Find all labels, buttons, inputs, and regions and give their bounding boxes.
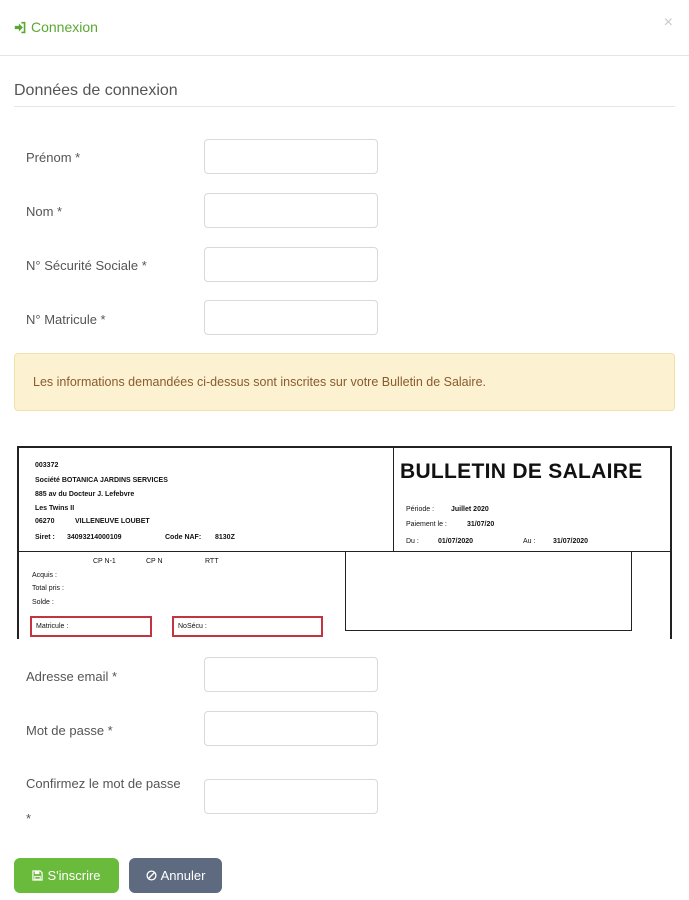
payslip-example-image [17, 446, 672, 639]
payslip-row-total: Total pris : [32, 585, 64, 592]
payslip-title: BULLETIN DE SALAIRE [400, 460, 643, 483]
modal-title-text: Connexion [31, 19, 98, 35]
confirm-password-required-mark: * [26, 811, 32, 826]
payslip-code: 003372 [35, 462, 59, 469]
payslip-city: VILLENEUVE LOUBET [75, 518, 150, 525]
confirm-password-label: Confirmez le mot de passe [26, 776, 181, 791]
modal-header [0, 0, 689, 56]
register-button[interactable] [14, 858, 119, 893]
payslip-row-solde: Solde : [32, 599, 54, 606]
ban-icon [146, 870, 157, 881]
password-label: Mot de passe * [26, 723, 113, 738]
payslip-matricule-label: Matricule : [36, 623, 69, 630]
payslip-postal: 06270 [35, 518, 55, 525]
info-alert-text: Les informations demandées ci-dessus sont inscrites sur votre Bulletin de Salaire. [33, 375, 486, 389]
payslip-company: Société BOTANICA JARDINS SERVICES [35, 477, 168, 484]
payslip-paiement-label: Paiement le : [406, 521, 447, 528]
payslip-col-cpn: CP N [146, 558, 163, 565]
payslip-naf-label: Code NAF: [165, 534, 202, 541]
matricule-field[interactable] [204, 300, 378, 335]
info-alert [14, 353, 675, 411]
matricule-label: N° Matricule * [26, 312, 106, 327]
close-icon[interactable]: × [663, 14, 673, 31]
secu-label: N° Sécurité Sociale * [26, 258, 147, 273]
payslip-row-acquis: Acquis : [32, 572, 57, 579]
payslip-periode: Juillet 2020 [451, 506, 489, 513]
floppy-disk-icon [32, 870, 43, 881]
payslip-paiement: 31/07/20 [467, 521, 495, 528]
payslip-right-box [345, 551, 632, 631]
payslip-siret-label: Siret : [35, 534, 55, 541]
cancel-button[interactable] [129, 858, 222, 893]
register-button-label: S'inscrire [47, 868, 101, 883]
password-field[interactable] [204, 711, 378, 746]
payslip-periode-label: Période : [406, 506, 435, 513]
secu-field[interactable] [204, 247, 378, 282]
payslip-au-label: Au : [523, 538, 536, 545]
payslip-au: 31/07/2020 [553, 538, 589, 545]
payslip-du: 01/07/2020 [438, 538, 474, 545]
cancel-button-label: Annuler [160, 868, 206, 883]
confirm-password-field[interactable] [204, 779, 378, 814]
prenom-label: Prénom * [26, 150, 81, 165]
email-label: Adresse email * [26, 669, 118, 684]
payslip-matricule-highlight [30, 616, 152, 637]
nom-label: Nom * [26, 204, 63, 219]
payslip-divider-vertical [393, 448, 394, 552]
nom-field[interactable] [204, 193, 378, 228]
section-title: Données de connexion [14, 82, 178, 99]
payslip-col-rtt: RTT [205, 558, 219, 565]
modal-title [14, 19, 98, 35]
payslip-col-cpn1: CP N-1 [93, 558, 116, 565]
section-divider [14, 106, 675, 107]
email-field[interactable] [204, 657, 378, 692]
prenom-field[interactable] [204, 139, 378, 174]
payslip-address1: 885 av du Docteur J. Lefebvre [35, 491, 135, 498]
payslip-naf: 8130Z [215, 534, 235, 541]
payslip-address2: Les Twins II [35, 505, 75, 512]
payslip-du-label: Du : [406, 538, 419, 545]
payslip-siret: 34093214000109 [67, 534, 122, 541]
payslip-nosecu-highlight [172, 616, 323, 637]
payslip-nosecu-label: NoSécu : [178, 623, 207, 630]
sign-in-icon [14, 21, 27, 34]
